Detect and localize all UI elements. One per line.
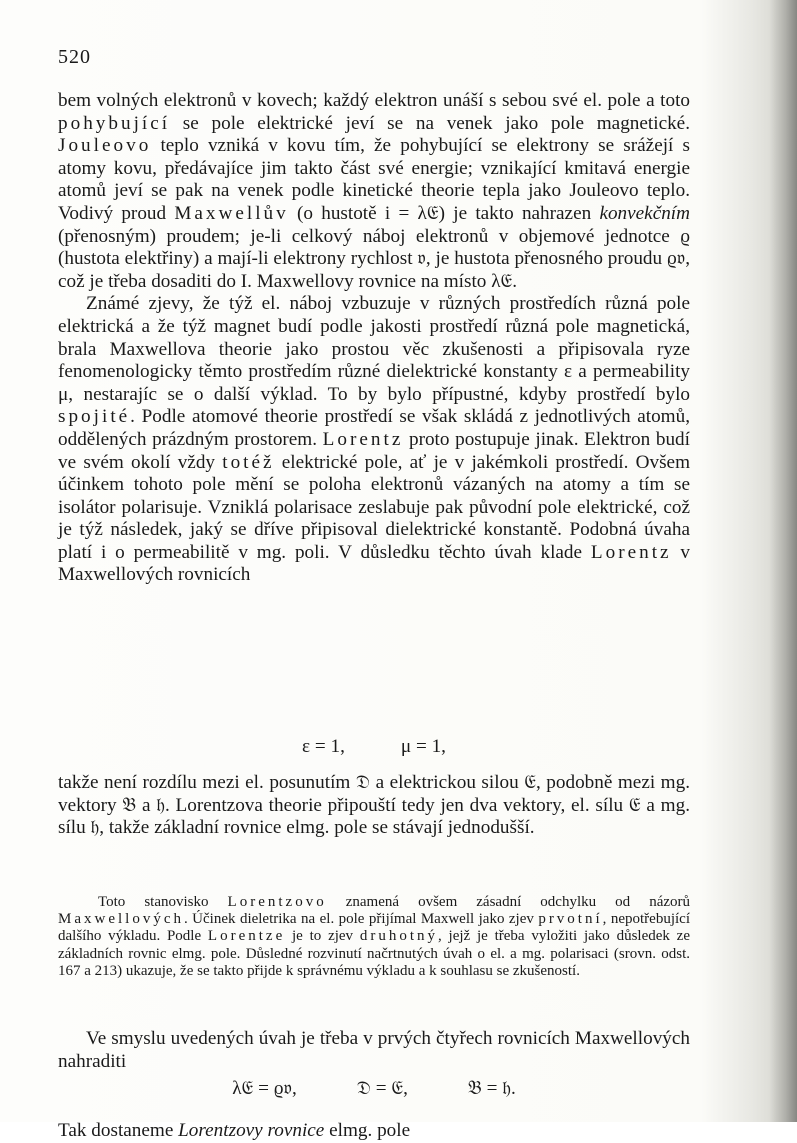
- body-text: [58, 90, 691, 1141]
- equation-term: 𝔅 = 𝔥.: [467, 1078, 516, 1099]
- spaced-term: prvotní: [538, 911, 603, 928]
- equation-term: 𝔇 = 𝔈,: [356, 1078, 408, 1099]
- equation-term: λ𝔈 = ϱ𝔳,: [232, 1078, 297, 1099]
- page-number: 520: [58, 46, 91, 68]
- footnote-block: Toto stanovisko Lorentzovo znamená ovšem zásadní odchylku od názorů Maxwellových. Účinek dieletrika na el. pole přijímal Maxwell jako zjev prvotní, nepotřebující dalšího výkladu. Podle Lorentze je to zjev druhotný, jejž je třeba vyložiti jako důsledek ze základních rovnic elmg. pole. Důsledné rozvinutí načrtnutých úvah o el. a mg. polarisaci (srovn. odst. 167 a 213) ukazuje, že se takto přijde k správnému výkladu a k souhlasu se zkušeností.: [58, 894, 691, 979]
- equation-permittivity: [58, 736, 690, 759]
- paragraph-lorentz-theory: Známé zjevy, že týž el. náboj vzbuzuje v různých prostředích různá pole elektrická a že týž magnet budí podle jakosti prostředí různá pole magnetická, brala Maxwellova theorie jako prostou věc zkušenosti a připisovala ryze fenomenologicky těmto prostředím různé dielektrické konstanty ε a permeability μ, nestarajíc se o další výklad. To by bylo přípustné, kdyby prostředí bylo spojité. Podle atomové theorie prostředí se však skládá z jednotlivých atomů, oddělených prázdným prostorem. Lorentz proto postupuje jinak. Elektron budí ve svém okolí vždy totéž elektrické pole, ať je v jakémkoli prostředí. Ovšem účinkem tohoto pole mění se poloha elektronů vázaných na atomy a tím se isolátor polarisuje. Vzniklá polarisace zeslabuje pak původní pole elektrické, což je týž následek, jaký se dříve připisoval dielektrické konstantě. Podobná úvaha platí i o permeabilitě v mg. poli. V důsledku těchto úvah klade Lorentz v Maxwellových rovnicích: [58, 293, 691, 586]
- paragraph-two-vectors: takže není rozdílu mezi el. posunutím 𝔇 a elektrickou silou 𝔈, podobně mezi mg. vektory 𝔅 a 𝔥. Lorentzova theorie připouští tedy jen dva vektory, el. sílu 𝔈 a mg. sílu 𝔥, takže základní rovnice elmg. pole se stávají jednodušší.: [58, 772, 690, 839]
- equation-term: μ = 1,: [400, 736, 446, 757]
- spaced-term: pohybující: [58, 112, 171, 134]
- spaced-term: Maxwellův: [174, 202, 289, 224]
- spaced-term: Lorentze: [207, 928, 286, 945]
- page-binding-shadow: [769, 0, 797, 1122]
- equation-term: ε = 1,: [302, 736, 345, 757]
- paragraph-lorentz-equations: Tak dostaneme Lorentzovy rovnice elmg. pole: [58, 1120, 411, 1141]
- spaced-term: Lorentz: [322, 428, 404, 450]
- spaced-term: Lorentz: [590, 541, 672, 563]
- spaced-term: Maxwellových: [58, 911, 184, 928]
- italic-term: konvekčním: [599, 202, 690, 224]
- spaced-term: Jouleovo: [58, 135, 152, 157]
- paragraph-electron-conduction: bem volných elektronů v kovech; každý elektron unáší s sebou své el. pole a toto pohybující se pole elektrické jeví se na venek jako pole magnetické. Jouleovo teplo vzniká v kovu tím, že pohybující se elektrony se srážejí s atomy kovu, předávajíce jim takto část své energie; vznikající kmitavá energie atomů jeví se pak na venek podle kinetické theorie tepla jako Jouleovo teplo. Vodivý proud Maxwellův (o hustotě i = λ𝔈) je takto nahrazen konvekčním (přenosným) proudem; je-li celkový náboj elektronů v objemové jednotce ϱ (hustota elektřiny) a mají-li elektrony rychlost 𝔳, je hustota přenosného proudu ϱ𝔳, což je třeba dosaditi do I. Maxwellovy rovnice na místo λ𝔈.: [58, 90, 690, 292]
- spaced-term: druhotný: [359, 928, 439, 945]
- italic-term: Lorentzovy rovnice: [178, 1120, 325, 1141]
- equation-replacements: [58, 1078, 690, 1101]
- spaced-term: Lorentzovo: [227, 894, 327, 910]
- spaced-term: totéž: [222, 451, 275, 473]
- paragraph-replacement: Ve smyslu uvedených úvah je třeba v prvých čtyřech rovnicích Maxwellových nahraditi: [58, 1028, 690, 1072]
- spaced-term: spojité: [58, 406, 131, 428]
